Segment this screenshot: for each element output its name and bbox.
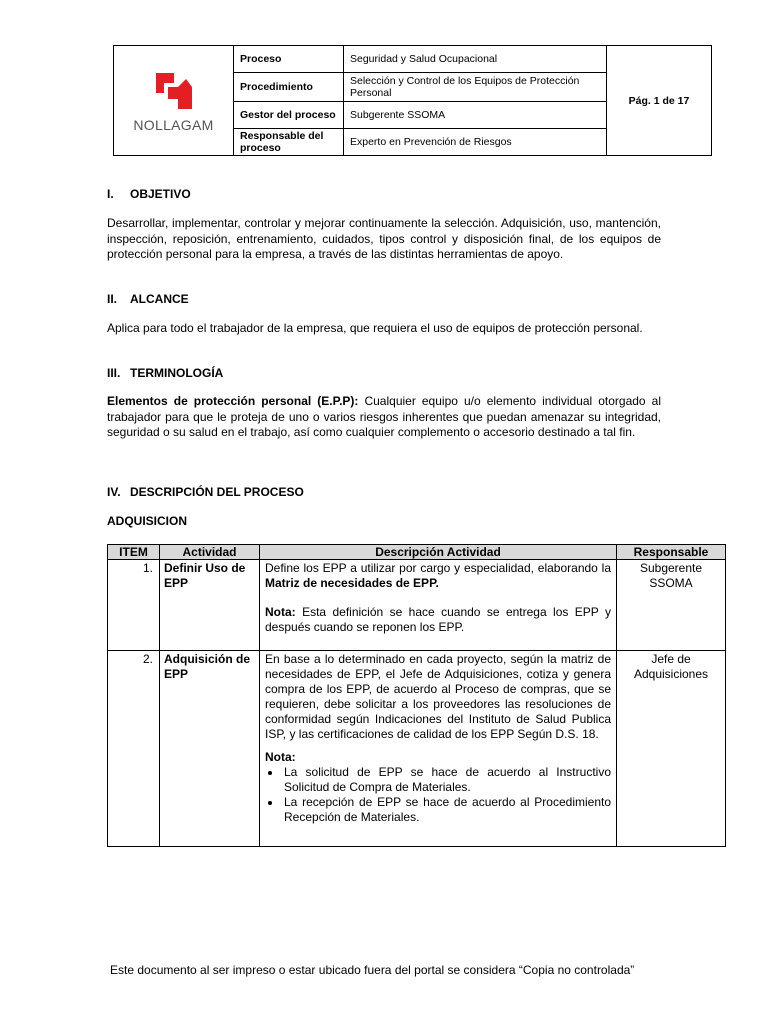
section-number: I. — [107, 187, 114, 201]
note-bullet-list — [265, 765, 611, 825]
section-number: IV. — [107, 485, 121, 499]
nollagam-logo-icon — [152, 69, 196, 113]
term-label: Elementos de protección personal (E.P.P): — [107, 394, 359, 408]
description-text: En base a lo determinado en cada proyecto, según la matriz de necesidades de EPP, el Jefe de Adquisiciones, cotiza y genera compra de los EPP, de acuerdo al Proceso de compras, que se requieren, debe solicitar a los proveedores las resoluciones de conformidad según Indicaciones del Instituto de Salud Publica ISP, y las certificaciones de calidad de los EPP Según D.S. 18. — [265, 652, 611, 741]
row-item: 2. — [108, 651, 160, 847]
logo-cell — [114, 46, 234, 156]
section-terminologia-heading — [107, 366, 223, 380]
section-title: ALCANCE — [130, 292, 189, 306]
row-item: 1. — [108, 560, 160, 651]
description-main: Define los EPP a utilizar por cargo y especialidad, elaborando la — [265, 561, 611, 575]
alcance-text: Aplica para todo el trabajador de la empresa, que requiera el uso de equipos de protección personal. — [107, 321, 643, 335]
note-text: Esta definición se hace cuando se entrega los EPP y después cuando se reponen los EPP. — [265, 605, 611, 634]
col-header-descripcion: Descripción Actividad — [260, 545, 617, 560]
section-title: DESCRIPCIÓN DEL PROCESO — [130, 485, 304, 499]
list-item: • La solicitud de EPP se hace de acuerdo al Instructivo Solicitud de Compra de Materiales. — [282, 765, 611, 795]
subsection-adquisicion: ADQUISICION — [107, 514, 188, 528]
table-header-row — [108, 545, 726, 560]
row-description — [260, 651, 617, 847]
header-label-gestor: Gestor del proceso — [234, 102, 344, 129]
header-label-proceso: Proceso — [234, 46, 344, 73]
description-text — [265, 561, 611, 591]
description-note — [265, 605, 611, 635]
page-number: Pág. 1 de 17 — [607, 46, 712, 156]
row-description — [260, 560, 617, 651]
section-number: III. — [107, 366, 121, 380]
section-alcance-heading — [107, 292, 189, 306]
description-bold: Matriz de necesidades de EPP. — [265, 576, 439, 590]
row-activity: Definir Uso de EPP — [160, 560, 260, 651]
header-value-proceso: Seguridad y Salud Ocupacional — [344, 46, 607, 73]
footer-disclaimer: Este documento al ser impreso o estar ubicado fuera del portal se considera “Copia no controlada” — [110, 963, 635, 977]
header-label-responsable: Responsable del proceso — [234, 129, 344, 156]
section-descripcion-heading — [107, 485, 304, 499]
list-item: • La recepción de EPP se hace de acuerdo al Procedimiento Recepción de Materiales. — [282, 795, 611, 825]
header-value-gestor: Subgerente SSOMA — [344, 102, 607, 129]
row-responsible: Subgerente SSOMA — [617, 560, 726, 651]
process-table — [107, 544, 726, 847]
term-definition: Cualquier equipo u/o elemento individual otorgado al trabajador para que le proteja de uno o varios riesgos inherentes que puedan amenazar su integridad, seguridad o su salud en el trabajo, así como cualquier complemento o accesorio destinado a tal fin. — [107, 394, 661, 439]
table-row — [108, 560, 726, 651]
row-responsible: Jefe de Adquisiciones — [617, 651, 726, 847]
col-header-actividad: Actividad — [160, 545, 260, 560]
header-value-responsable: Experto en Prevención de Riesgos — [344, 129, 607, 156]
col-header-responsable: Responsable — [617, 545, 726, 560]
logo-text: NOLLAGAM — [133, 116, 214, 133]
section-number: II. — [107, 292, 118, 306]
row-activity: Adquisición de EPP — [160, 651, 260, 847]
note-label: Nota: — [265, 605, 296, 619]
note-label: Nota: — [265, 750, 296, 764]
terminologia-text — [107, 394, 661, 441]
section-objetivo-heading — [107, 187, 191, 201]
table-row — [108, 651, 726, 847]
objetivo-text: Desarrollar, implementar, controlar y mejorar continuamente la selección. Adquisición, uso, mantención, inspección, reposición, entrenamiento, cuidados, tipos control y disposición final, de los equipos de protección personal para la empresa, a través de las distintas herramientas de apoyo. — [107, 216, 661, 261]
section-title: TERMINOLOGÍA — [130, 366, 224, 380]
header-value-procedimiento: Selección y Control de los Equipos de Protección Personal — [344, 73, 607, 102]
header-label-procedimiento: Procedimiento — [234, 73, 344, 102]
company-logo — [114, 69, 233, 133]
section-title: OBJETIVO — [130, 187, 191, 201]
document-header — [113, 45, 712, 156]
col-header-item: ITEM — [108, 545, 160, 560]
